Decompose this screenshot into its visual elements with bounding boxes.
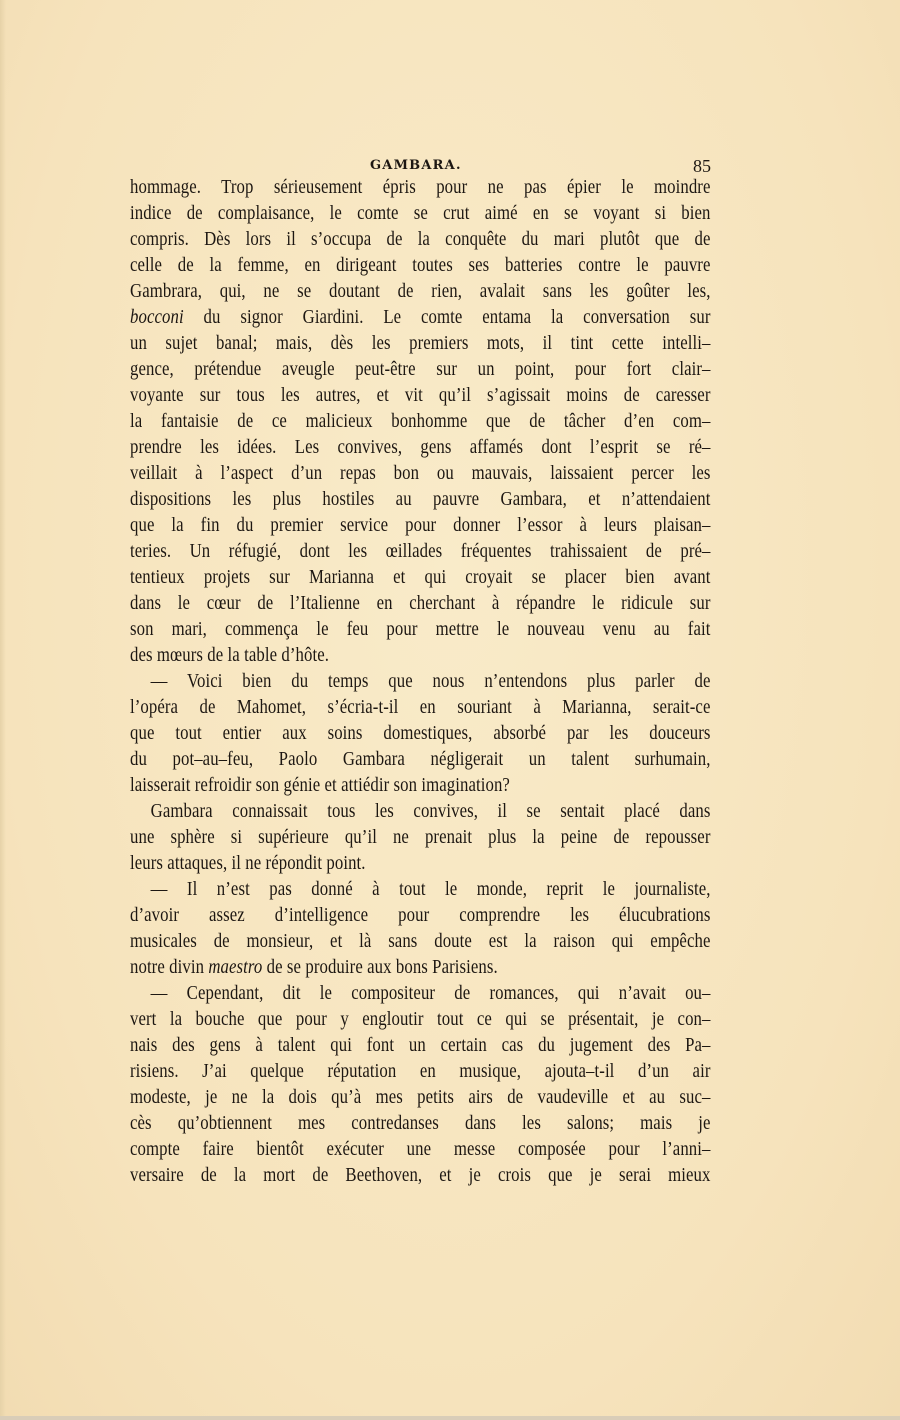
text-line [130,695,711,721]
italic-word: maestro [208,957,263,978]
text-line [130,1163,711,1189]
body-text [130,175,711,1189]
text-run: veillait à l’aspect d’un repas bon ou mauvais, laissaient percer les [130,463,711,484]
text-run: l’opéra de Mahomet, s’écria-t-il en souriant à Marianna, serait-ce [130,697,711,718]
text-run: risiens. J’ai quelque réputation en musique, ajouta–t-il d’un air [130,1061,711,1082]
text-line [130,409,711,435]
text-run: versaire de la mort de Beethoven, et je crois que je serai mieux [130,1165,711,1186]
text-run: cès qu’obtiennent mes contredanses dans les salons; mais je [130,1113,711,1134]
text-run: — Cependant, dit le compositeur de romances, qui n’avait ou– [150,983,711,1004]
text-run: gence, prétendue aveugle peut-être sur un point, pour fort clair– [130,359,711,380]
text-run: du signor Giardini. Le comte entama la conversation sur [183,307,711,328]
text-line [130,253,711,279]
text-line [130,175,711,201]
text-line [130,383,711,409]
page-bottom-edge [0,1416,900,1420]
text-line [130,513,711,539]
text-run: que tout entier aux soins domestiques, absorbé par les douceurs [130,723,711,744]
page-number: 85 [693,156,711,176]
text-run: compte faire bientôt exécuter une messe composée pour l’anni– [130,1139,711,1160]
text-run: prendre les idées. Les convives, gens affamés dont l’esprit se ré– [130,437,711,458]
text-run: du pot–au–feu, Paolo Gambara négligerait un talent surhumain, [130,749,711,770]
text-line [130,1137,711,1163]
text-run: Gambara connaissait tous les convives, il se sentait placé dans [150,801,711,822]
text-run: un sujet banal; mais, dès les premiers mots, il tint cette intelli– [130,333,711,354]
text-line [130,1085,711,1111]
text-line [130,331,711,357]
text-run: — Voici bien du temps que nous n’entendons plus parler de [150,671,711,692]
text-run: laisserait refroidir son génie et attiédir son imagination? [130,775,510,796]
text-line [130,1007,711,1033]
text-line [130,591,711,617]
text-line [130,851,711,877]
text-line [130,669,711,695]
text-line [130,565,711,591]
text-run: d’avoir assez d’intelligence pour comprendre les élucubrations [130,905,711,926]
running-title: GAMBARA. [370,158,462,173]
text-run: voyante sur tous les autres, et vit qu’il s’agissait moins de caresser [130,385,711,406]
text-line [130,747,711,773]
text-run: Gambrara, qui, ne se doutant de rien, avalait sans les goûter les, [130,281,711,302]
text-run: de se produire aux bons Parisiens. [262,957,498,978]
text-line [130,617,711,643]
text-line [130,305,711,331]
text-line [130,1111,711,1137]
page-edge [0,0,6,1420]
text-run: que la fin du premier service pour donner l’essor à leurs plaisan– [130,515,711,536]
text-line [130,201,711,227]
text-line [130,357,711,383]
italic-word: bocconi [130,307,184,328]
text-run: notre divin [130,957,209,978]
text-line [130,903,711,929]
text-run: une sphère si supérieure qu’il ne prenait plus la peine de repousser [130,827,711,848]
text-line [130,929,711,955]
text-run: musicales de monsieur, et là sans doute est la raison qui empêche [130,931,711,952]
text-line [130,643,711,669]
text-run: hommage. Trop sérieusement épris pour ne pas épier le moindre [130,177,711,198]
text-run: compris. Dès lors il s’occupa de la conquête du mari plutôt que de [130,229,711,250]
text-run: leurs attaques, il ne répondit point. [130,853,366,874]
text-run: dans le cœur de l’Italienne en cherchant à répandre le ridicule sur [130,593,711,614]
text-run: tentieux projets sur Marianna et qui croyait se placer bien avant [130,567,711,588]
text-line [130,981,711,1007]
text-line [130,721,711,747]
text-run: la fantaisie de ce malicieux bonhomme que de tâcher d’en com– [130,411,711,432]
text-line [130,955,711,981]
text-line [130,539,711,565]
text-line [130,825,711,851]
text-run: modeste, je ne la dois qu’à mes petits airs de vaudeville et au suc– [130,1087,711,1108]
text-line [130,487,711,513]
text-run: — Il n’est pas donné à tout le monde, reprit le journaliste, [150,879,711,900]
text-line [130,461,711,487]
text-line [130,227,711,253]
text-run: des mœurs de la table d’hôte. [130,645,330,666]
text-line [130,773,711,799]
text-run: son mari, commença le feu pour mettre le nouveau venu au fait [130,619,711,640]
text-run: nais des gens à talent qui font un certain cas du jugement des Pa– [130,1035,711,1056]
text-run: dispositions les plus hostiles au pauvre Gambara, et n’attendaient [130,489,711,510]
text-line [130,1033,711,1059]
text-run: teries. Un réfugié, dont les œillades fréquentes trahissaient de pré– [130,541,711,562]
text-run: vert la bouche que pour y engloutir tout ce qui se présentait, je con– [130,1009,711,1030]
text-line [130,279,711,305]
text-run: celle de la femme, en dirigeant toutes ses batteries contre le pauvre [130,255,711,276]
text-line [130,877,711,903]
text-line [130,799,711,825]
text-line [130,1059,711,1085]
text-line [130,435,711,461]
text-run: indice de complaisance, le comte se crut aimé en se voyant si bien [130,203,711,224]
